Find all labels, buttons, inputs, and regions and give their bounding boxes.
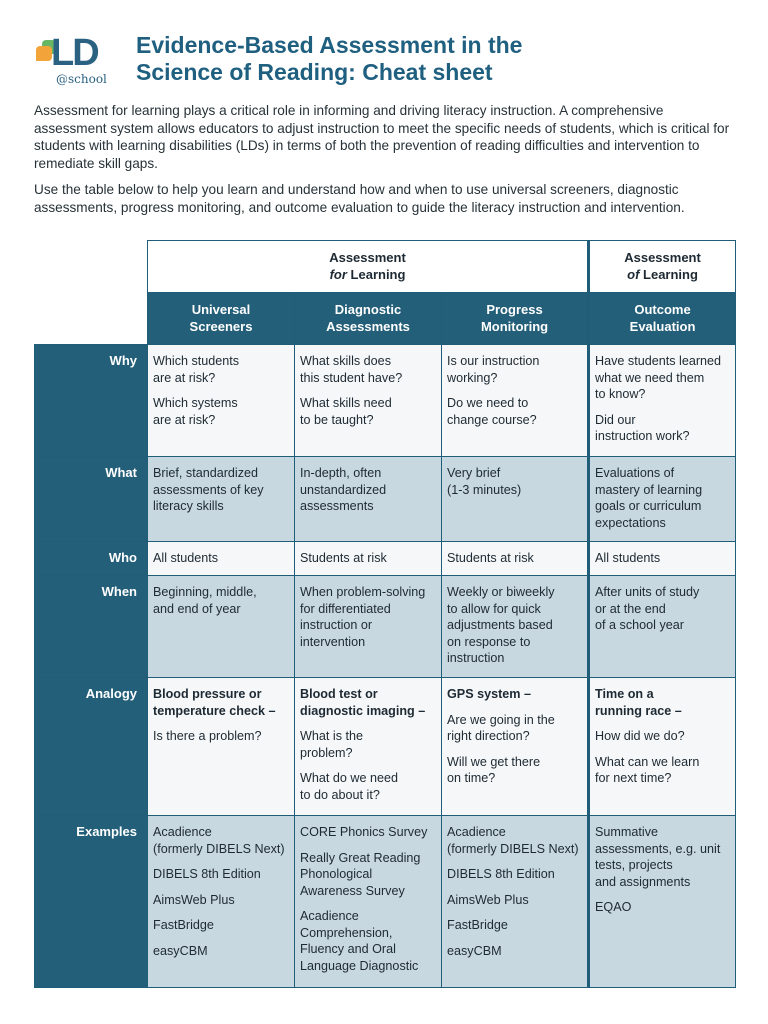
table-cell: Weekly or biweekly to allow for quick adjustments based on response to instruction [442, 576, 589, 678]
table-cell: Which students are at risk? Which systems are at risk? [148, 345, 295, 457]
table-row [35, 678, 736, 816]
table-cell: GPS system – Are we going in the right direction? Will we get there on time? [442, 678, 589, 816]
ld-school-logo [34, 34, 114, 90]
table-cell: Have students learned what we need them to know? Did our instruction work? [589, 345, 736, 457]
column-header-outcome-evaluation: Outcome Evaluation [589, 293, 736, 345]
table-row [35, 345, 736, 457]
table-row [35, 542, 736, 576]
table-cell: CORE Phonics Survey Really Great Reading Phonological Awareness Survey Acadience Comprehension, Fluency and Oral Language Diagnostic [295, 816, 442, 988]
table-cell: Brief, standardized assessments of key literacy skills [148, 457, 295, 542]
table-row [35, 816, 736, 988]
row-label-what: What [35, 457, 148, 542]
intro-text [34, 102, 734, 216]
table-cell: Time on a running race – How did we do? What can we learn for next time? [589, 678, 736, 816]
row-label-when: When [35, 576, 148, 678]
table-cell: All students [148, 542, 295, 576]
logo-text: LD [51, 32, 98, 74]
table-cell: Beginning, middle, and end of year [148, 576, 295, 678]
table-row [35, 576, 736, 678]
table-cell: Acadience (formerly DIBELS Next) DIBELS 8th Edition AimsWeb Plus FastBridge easyCBM [148, 816, 295, 988]
title-line: Evidence-Based Assessment in the [136, 32, 523, 58]
table-cell: Blood pressure or temperature check – Is there a problem? [148, 678, 295, 816]
row-label-why: Why [35, 345, 148, 457]
table-cell: Blood test or diagnostic imaging – What is the problem? What do we need to do about it? [295, 678, 442, 816]
title-line: Science of Reading: Cheat sheet [136, 59, 493, 85]
column-header-universal-screeners: Universal Screeners [148, 293, 295, 345]
group-assessment-of-learning: Assessment of Learning [589, 241, 736, 293]
row-label-who: Who [35, 542, 148, 576]
table-cell: When problem-solving for differentiated instruction or intervention [295, 576, 442, 678]
assessment-table [34, 240, 736, 988]
page-header [30, 30, 740, 92]
intro-paragraph: Assessment for learning plays a critical role in informing and driving literacy instruction. A comprehensive assessment system allows educators to adjust instruction to meet the specific needs of students, which is critical for students with learning disabilities (LDs) in terms of both the prevention of reading difficulties and intervention to remediate skill gaps. [34, 103, 730, 171]
speech-bubble-icon [36, 46, 52, 61]
row-label-examples: Examples [35, 816, 148, 988]
table-cell: All students [589, 542, 736, 576]
blank-cell [35, 293, 148, 345]
group-header-row [35, 241, 736, 293]
blank-cell [35, 241, 148, 293]
group-assessment-for-learning: Assessment for Learning [148, 241, 589, 293]
column-header-row [35, 293, 736, 345]
table-cell: Summative assessments, e.g. unit tests, projects and assignments EQAO [589, 816, 736, 988]
column-header-diagnostic-assessments: Diagnostic Assessments [295, 293, 442, 345]
intro-paragraph: Use the table below to help you learn and understand how and when to use universal screeners, diagnostic assessments, progress monitoring, and outcome evaluation to guide the literacy instruction and intervention. [34, 182, 685, 215]
table-cell: Evaluations of mastery of learning goals or curriculum expectations [589, 457, 736, 542]
table-row [35, 457, 736, 542]
column-header-progress-monitoring: Progress Monitoring [442, 293, 589, 345]
row-label-analogy: Analogy [35, 678, 148, 816]
table-cell: Students at risk [295, 542, 442, 576]
logo-subtext: @school [56, 72, 107, 86]
table-cell: Very brief (1-3 minutes) [442, 457, 589, 542]
page-title [136, 32, 522, 86]
table-cell: After units of study or at the end of a school year [589, 576, 736, 678]
table-cell: What skills does this student have? What skills need to be taught? [295, 345, 442, 457]
table-cell: Acadience (formerly DIBELS Next) DIBELS 8th Edition AimsWeb Plus FastBridge easyCBM [442, 816, 589, 988]
table-cell: Students at risk [442, 542, 589, 576]
table-cell: Is our instruction working? Do we need to change course? [442, 345, 589, 457]
table-cell: In-depth, often unstandardized assessments [295, 457, 442, 542]
